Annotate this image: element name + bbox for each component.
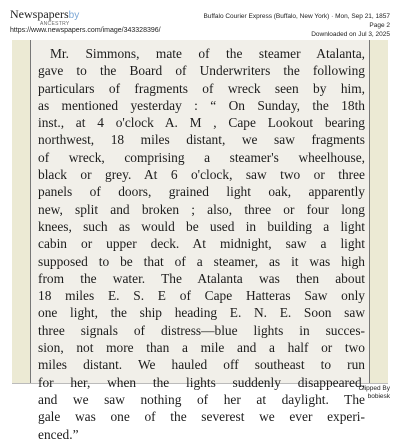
logo-wordmark: Newspapers <box>10 7 69 21</box>
article-line: Mr. Simmons, mate of the steamer Atalanta, <box>50 46 365 61</box>
article-line: sion, not more than a mile and a half or two <box>38 340 365 356</box>
article-line: gave to the Board of Underwriters the following <box>38 63 365 79</box>
adjacent-column-right <box>370 40 388 383</box>
article-line: one light, the ship heading E. N. E. Soon saw <box>38 305 365 321</box>
article-line: for her, when the lights suddenly disappeared, <box>38 374 365 390</box>
article-line: cabin or upper deck. At midnight, saw a light <box>38 236 365 252</box>
newspapers-logo[interactable] <box>10 8 79 27</box>
article-line: northwest, 18 miles distant, we saw fragments <box>38 132 365 148</box>
download-date: Downloaded on Jul 3, 2025 <box>311 31 390 38</box>
publication-line: Buffalo Courier Express (Buffalo, New York) · Mon, Sep 21, 1857 Page 2 <box>203 13 390 29</box>
article-line: 18 miles E. S. E of Cape Hatteras Saw only <box>38 288 365 304</box>
article-line: miles distant. We hauled off southeast to run <box>38 357 365 373</box>
article-line: gale was one of the severest we ever experi- <box>38 409 365 425</box>
page-header <box>0 0 400 40</box>
article-body <box>38 45 365 443</box>
article-line: supposed to be that of a steamer, as it was high <box>38 253 365 269</box>
logo-subtitle: ANCESTRY <box>40 21 70 27</box>
article-line: panels of doors, grained light oak, apparently <box>38 184 365 200</box>
article-line: as mentioned yesterday : “ On Sunday, the 18th <box>38 97 365 113</box>
article-line: of wreck, comprising a steamer's wheelhouse, <box>38 149 365 165</box>
clip-credit <box>359 385 390 401</box>
article-line: enced.” <box>38 426 79 442</box>
article-line: particulars of fragments of wreck seen by him, <box>38 80 365 96</box>
article-line: new, split and broken ; also, three or four long <box>38 201 365 217</box>
logo-by: by <box>68 10 80 21</box>
publication-info <box>203 12 390 39</box>
article-line: three signals of distress—blue lights in succes- <box>38 322 365 338</box>
column-rule-left <box>30 40 31 383</box>
column-rule-right <box>369 40 370 383</box>
article-line: inst., at 4 o'clock A. M , Cape Lookout bearing <box>38 115 365 131</box>
clipped-by-label: Clipped By <box>358 385 390 392</box>
article-line: black or grey. At 6 o'clock, saw two or three <box>38 167 365 183</box>
clipped-by-user[interactable]: bobiesk <box>367 393 390 400</box>
adjacent-column-left <box>12 40 30 383</box>
article-line: from the water. The Atalanta was then about <box>38 270 365 286</box>
article-line: and we saw nothing of her at daylight. The <box>38 391 365 407</box>
article-line: knees, such as would be used in building a light <box>38 218 365 234</box>
image-url[interactable]: https://www.newspapers.com/image/343328396/ <box>10 27 161 34</box>
